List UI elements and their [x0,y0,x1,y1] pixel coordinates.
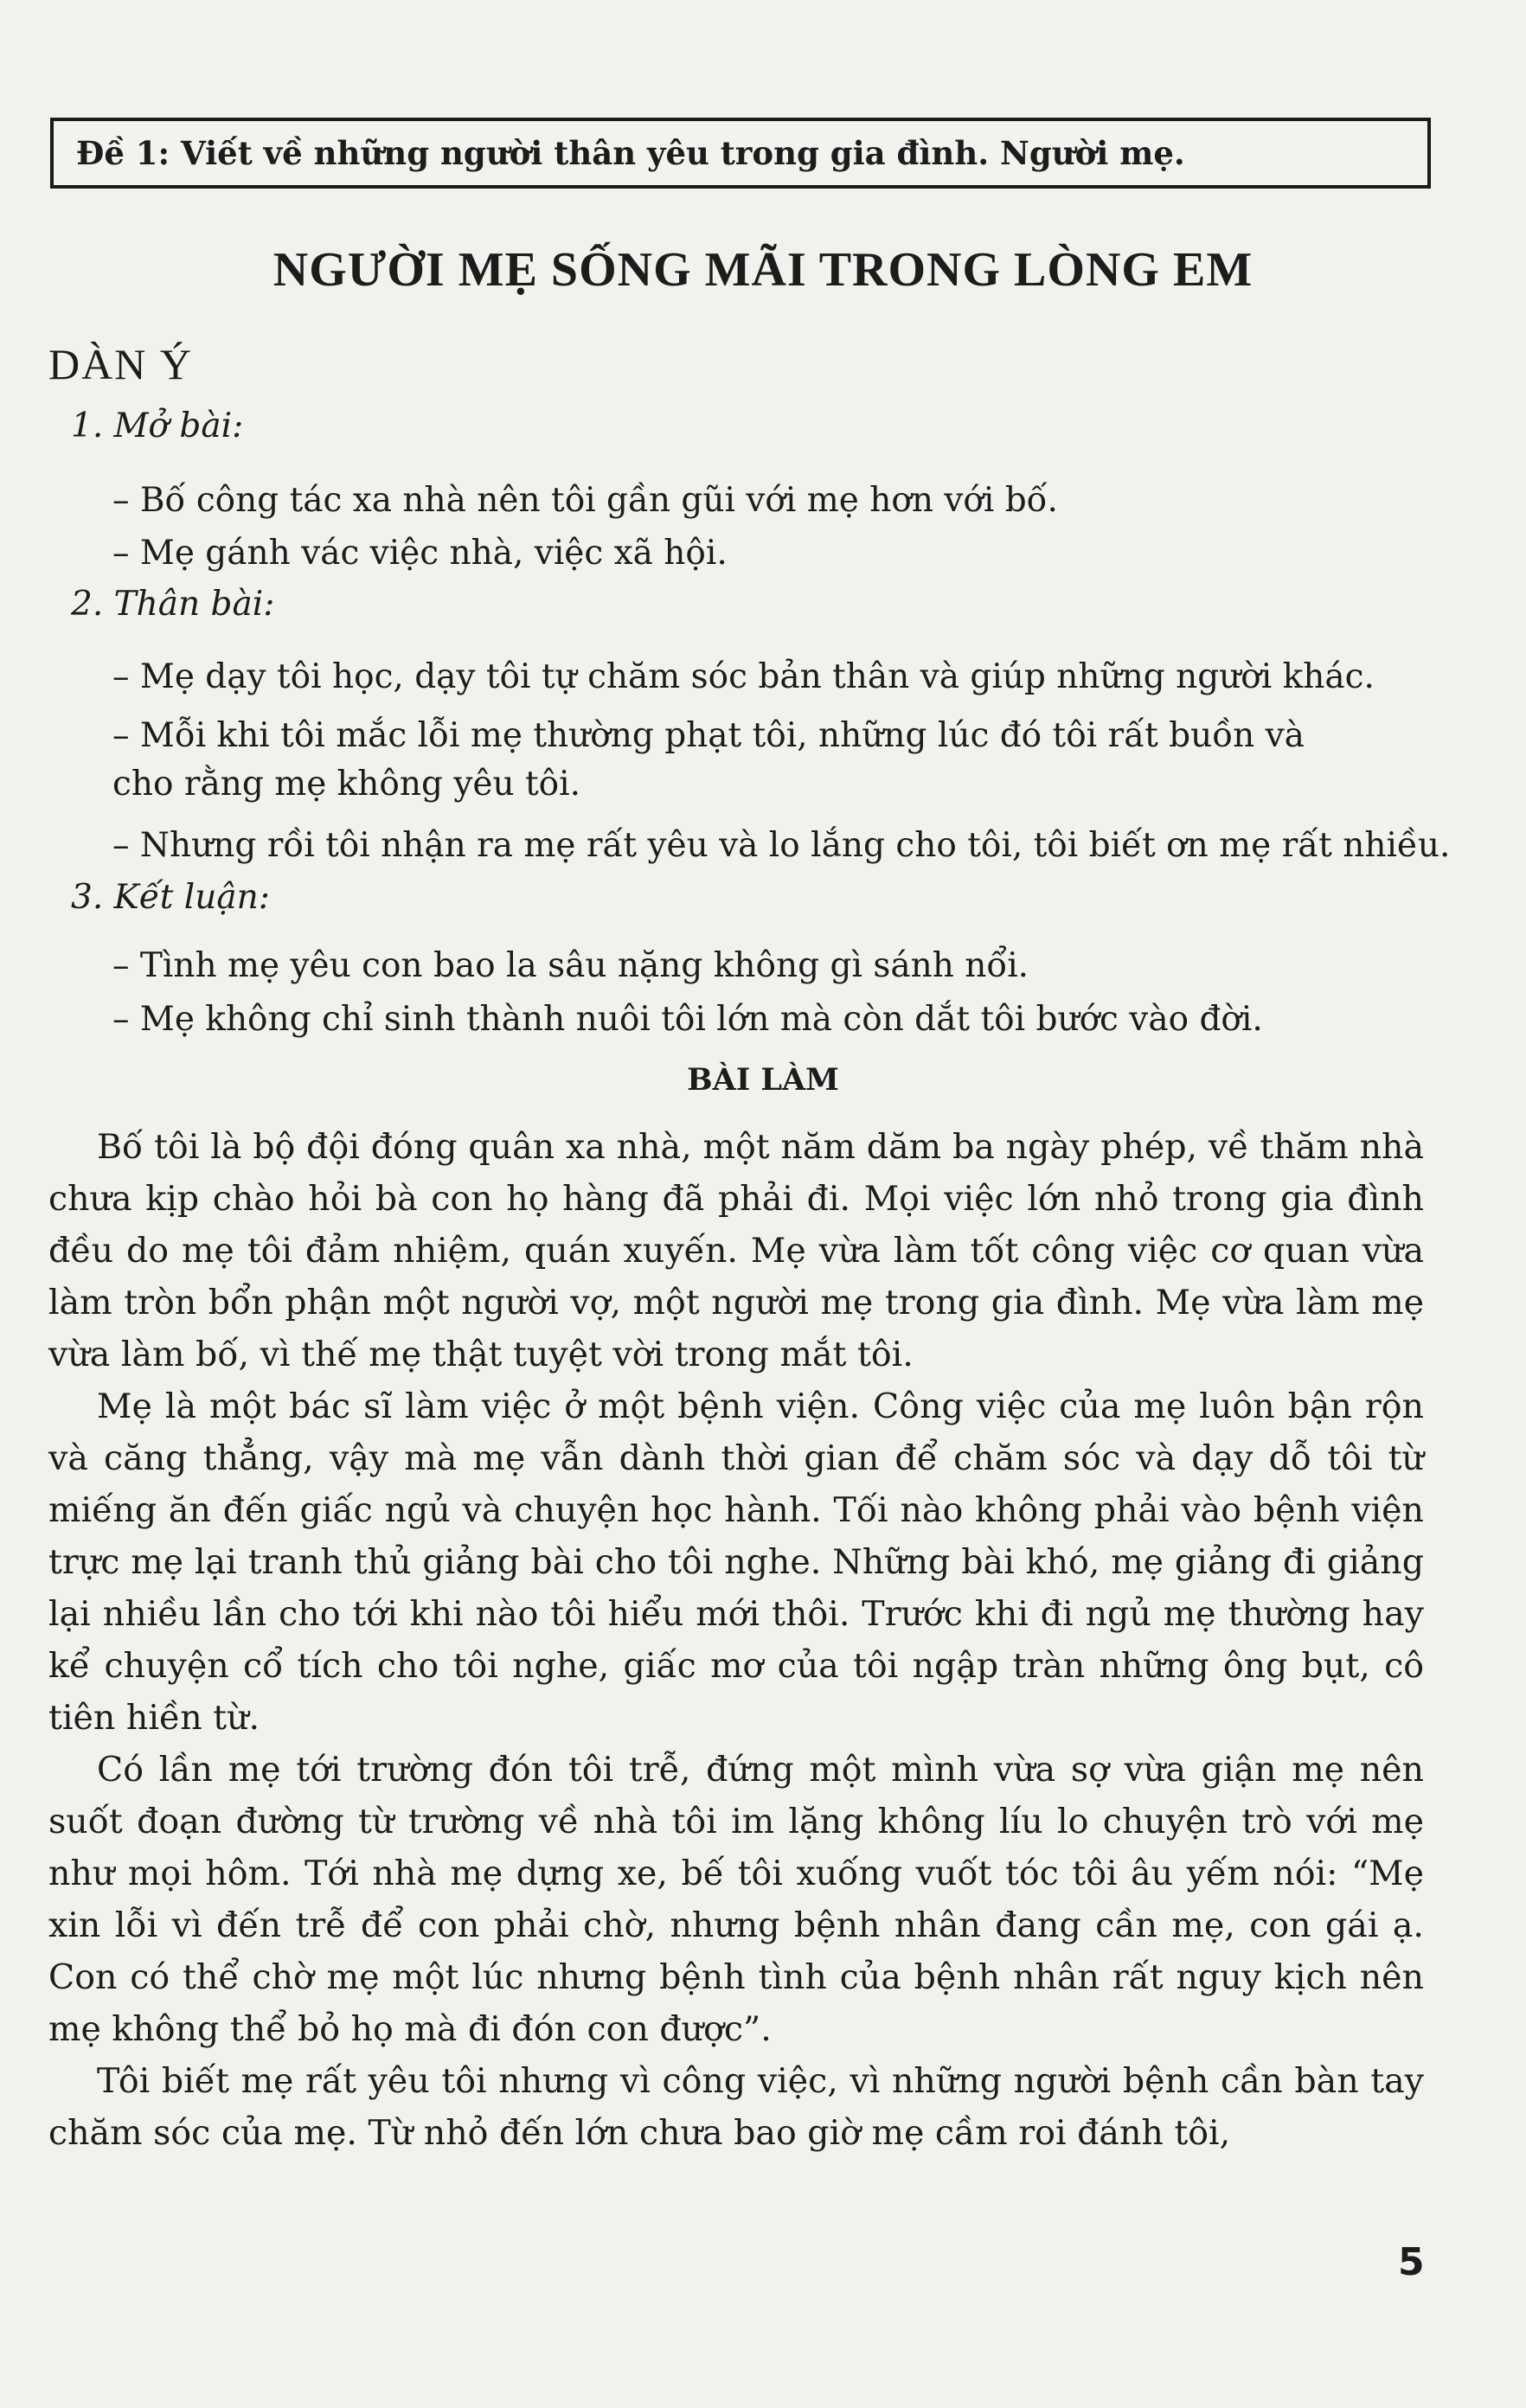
page-number: 5 [1398,2240,1425,2284]
section-heading-intro: 1. Mở bài: [71,407,244,445]
essay-paragraph: Có lần mẹ tới trường đón tôi trễ, đứng một mình vừa sợ vừa giận mẹ nên suốt đoạn đường từ trường về nhà tôi im lặng không líu lo chuyện trò với mẹ như mọi hôm. Tới nhà mẹ dựng xe, bế tôi xuống vuốt tóc tôi âu yếm nói: “Mẹ xin lỗi vì đến trễ để con phải chờ, nhưng bệnh nhân đang cần mẹ, con gái ạ. Con có thể chờ mẹ một lúc nhưng bệnh tình của bệnh nhân rất nguy kịch nên mẹ không thể bỏ họ mà đi đón con được”. [48,1750,1424,2049]
outline-item: – Mỗi khi tôi mắc lỗi mẹ thường phạt tôi, những lúc đó tôi rất buồn và [112,716,1305,755]
outline-item: – Nhưng rồi tôi nhận ra mẹ rất yêu và lo lắng cho tôi, tôi biết ơn mẹ rất nhiều. [112,826,1451,865]
essay-paragraph: Tôi biết mẹ rất yêu tôi nhưng vì công việc, vì những người bệnh cần bàn tay chăm sóc của mẹ. Từ nhỏ đến lớn chưa bao giờ mẹ cầm roi đánh tôi, [48,2061,1424,2153]
essay-paragraph: Bố tôi là bộ đội đóng quân xa nhà, một năm dăm ba ngày phép, về thăm nhà chưa kịp chào hỏi bà con họ hàng đã phải đi. Mọi việc lớn nhỏ trong gia đình đều do mẹ tôi đảm nhiệm, quán xuyến. Mẹ vừa làm tốt công việc cơ quan vừa làm tròn bổn phận một người vợ, một người mẹ trong gia đình. Mẹ vừa làm mẹ vừa làm bố, vì thế mẹ thật tuyệt vời trong mắt tôi. [48,1127,1424,1374]
outline-item: – Tình mẹ yêu con bao la sâu nặng không gì sánh nổi. [112,946,1029,985]
outline-item-continuation: cho rằng mẹ không yêu tôi. [112,765,581,804]
topic-text: Đề 1: Viết về những người thân yêu trong gia đình. Người mẹ. [76,134,1185,172]
outline-heading: DÀN Ý [48,340,193,388]
outline-item: – Mẹ không chỉ sinh thành nuôi tôi lớn mà còn dắt tôi bước vào đời. [112,1000,1263,1039]
essay-body [48,1121,1424,2159]
section-heading-conclusion: 3. Kết luận: [71,878,270,917]
topic-box [50,118,1431,189]
outline-item: – Bố công tác xa nhà nên tôi gần gũi với mẹ hơn với bố. [112,481,1058,520]
essay-heading: BÀI LÀM [687,1062,839,1098]
essay-paragraph: Mẹ là một bác sĩ làm việc ở một bệnh viện. Công việc của mẹ luôn bận rộn và căng thẳng, vậy mà mẹ vẫn dành thời gian để chăm sóc và dạy dỗ tôi từ miếng ăn đến giấc ngủ và chuyện học hành. Tối nào không phải vào bệnh viện trực mẹ lại tranh thủ giảng bài cho tôi nghe. Những bài khó, mẹ giảng đi giảng lại nhiều lần cho tới khi nào tôi hiểu mới thôi. Trước khi đi ngủ mẹ thường hay kể chuyện cổ tích cho tôi nghe, giấc mơ của tôi ngập tràn những ông bụt, cô tiên hiền từ. [48,1387,1424,1738]
outline-item: – Mẹ dạy tôi học, dạy tôi tự chăm sóc bản thân và giúp những người khác. [112,657,1375,696]
section-heading-body: 2. Thân bài: [71,585,275,624]
page-title: NGƯỜI MẸ SỐNG MÃI TRONG LÒNG EM [272,243,1254,297]
outline-item: – Mẹ gánh vác việc nhà, việc xã hội. [112,534,728,573]
